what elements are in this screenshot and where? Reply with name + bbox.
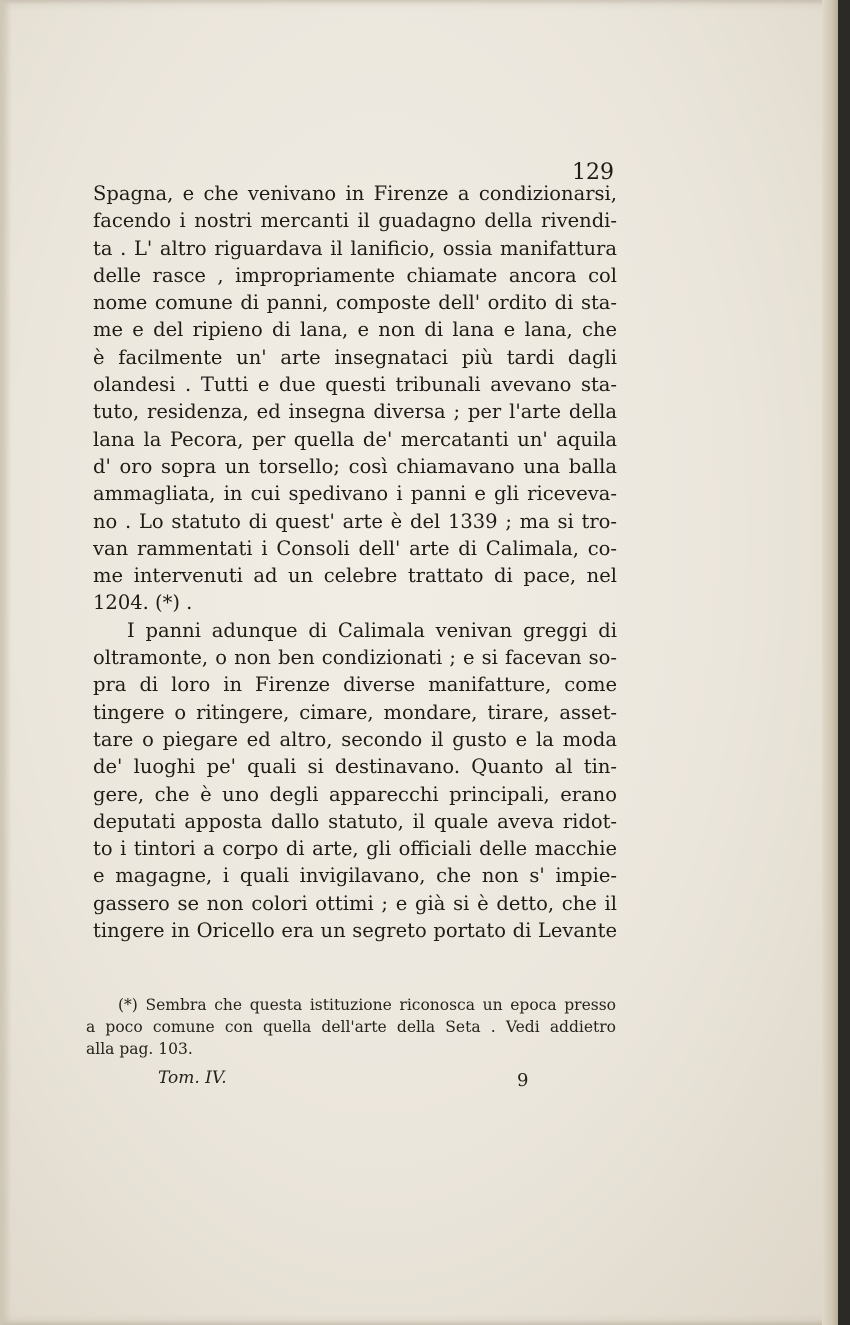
body-line: tuto, residenza, ed insegna diversa ; per l'arte della	[93, 400, 617, 424]
paragraph-start-line: I panni adunque di Calimala venivan greggi di	[127, 618, 617, 642]
body-line: delle rasce , impropriamente chiamate ancora col	[93, 263, 617, 287]
body-line: van rammentati i Consoli dell' arte di Calimala, co-	[93, 536, 617, 560]
body-line: no . Lo statuto di quest' arte è del 1339 ; ma si tro-	[93, 509, 617, 533]
body-line: tingere o ritingere, cimare, mondare, tirare, asset-	[93, 700, 617, 724]
footnote-line: a poco comune con quella dell'arte della Seta . Vedi addietro	[86, 1018, 616, 1036]
body-line: Spagna, e che venivano in Firenze a condizionarsi,	[93, 182, 617, 205]
body-line: me intervenuti ad un celebre trattato di pace, nel	[93, 564, 617, 588]
body-line: olandesi . Tutti e due questi tribunali avevano sta-	[93, 373, 617, 397]
body-line: facendo i nostri mercanti il guadagno della rivendi-	[93, 209, 617, 233]
body-line: pra di loro in Firenze diverse manifatture, come	[93, 673, 617, 697]
footnote-line: alla pag. 103.	[86, 1040, 193, 1058]
body-line: e magagne, i quali invigilavano, che non s' impie-	[93, 864, 617, 888]
body-text	[93, 180, 617, 944]
body-line: oltramonte, o non ben condizionati ; e si facevan so-	[93, 646, 617, 670]
body-line: ta . L' altro riguardava il lanificio, ossia manifattura	[93, 236, 617, 260]
footnote-line: (*) Sembra che questa istituzione riconosca un epoca presso	[118, 996, 616, 1014]
body-line: de' luoghi pe' quali si destinavano. Quanto al tin-	[93, 755, 617, 779]
body-line: tingere in Oricello era un segreto portato di Levante	[93, 919, 617, 943]
body-line: 1204. (*) .	[93, 591, 193, 615]
footnote	[86, 994, 616, 1060]
body-line: me e del ripieno di lana, e non di lana e lana, che	[93, 318, 617, 342]
body-line: è facilmente un' arte insegnataci più tardi dagli	[93, 345, 617, 369]
page-number: 129	[572, 160, 614, 185]
body-line: tare o piegare ed altro, secondo il gusto e la moda	[93, 727, 617, 751]
body-line: ammagliata, in cui spedivano i panni e gli riceveva-	[93, 482, 617, 506]
body-line: deputati apposta dallo statuto, il quale aveva ridot-	[93, 809, 617, 833]
body-line: gere, che è uno degli apparecchi principali, erano	[93, 782, 617, 806]
body-line: nome comune di panni, composte dell' ordito di sta-	[93, 291, 617, 315]
body-line: gassero se non colori ottimi ; e già si è detto, che il	[93, 891, 617, 915]
body-line: to i tintori a corpo di arte, gli officiali delle macchie	[93, 837, 617, 861]
page-binding-shadow	[0, 0, 12, 1325]
volume-signature: Tom. IV.	[158, 1068, 227, 1088]
gathering-number: 9	[517, 1070, 529, 1091]
body-line: lana la Pecora, per quella de' mercatanti un' aquila	[93, 427, 617, 451]
page-edge	[822, 0, 838, 1325]
body-line: d' oro sopra un torsello; così chiamavano una balla	[93, 454, 617, 478]
